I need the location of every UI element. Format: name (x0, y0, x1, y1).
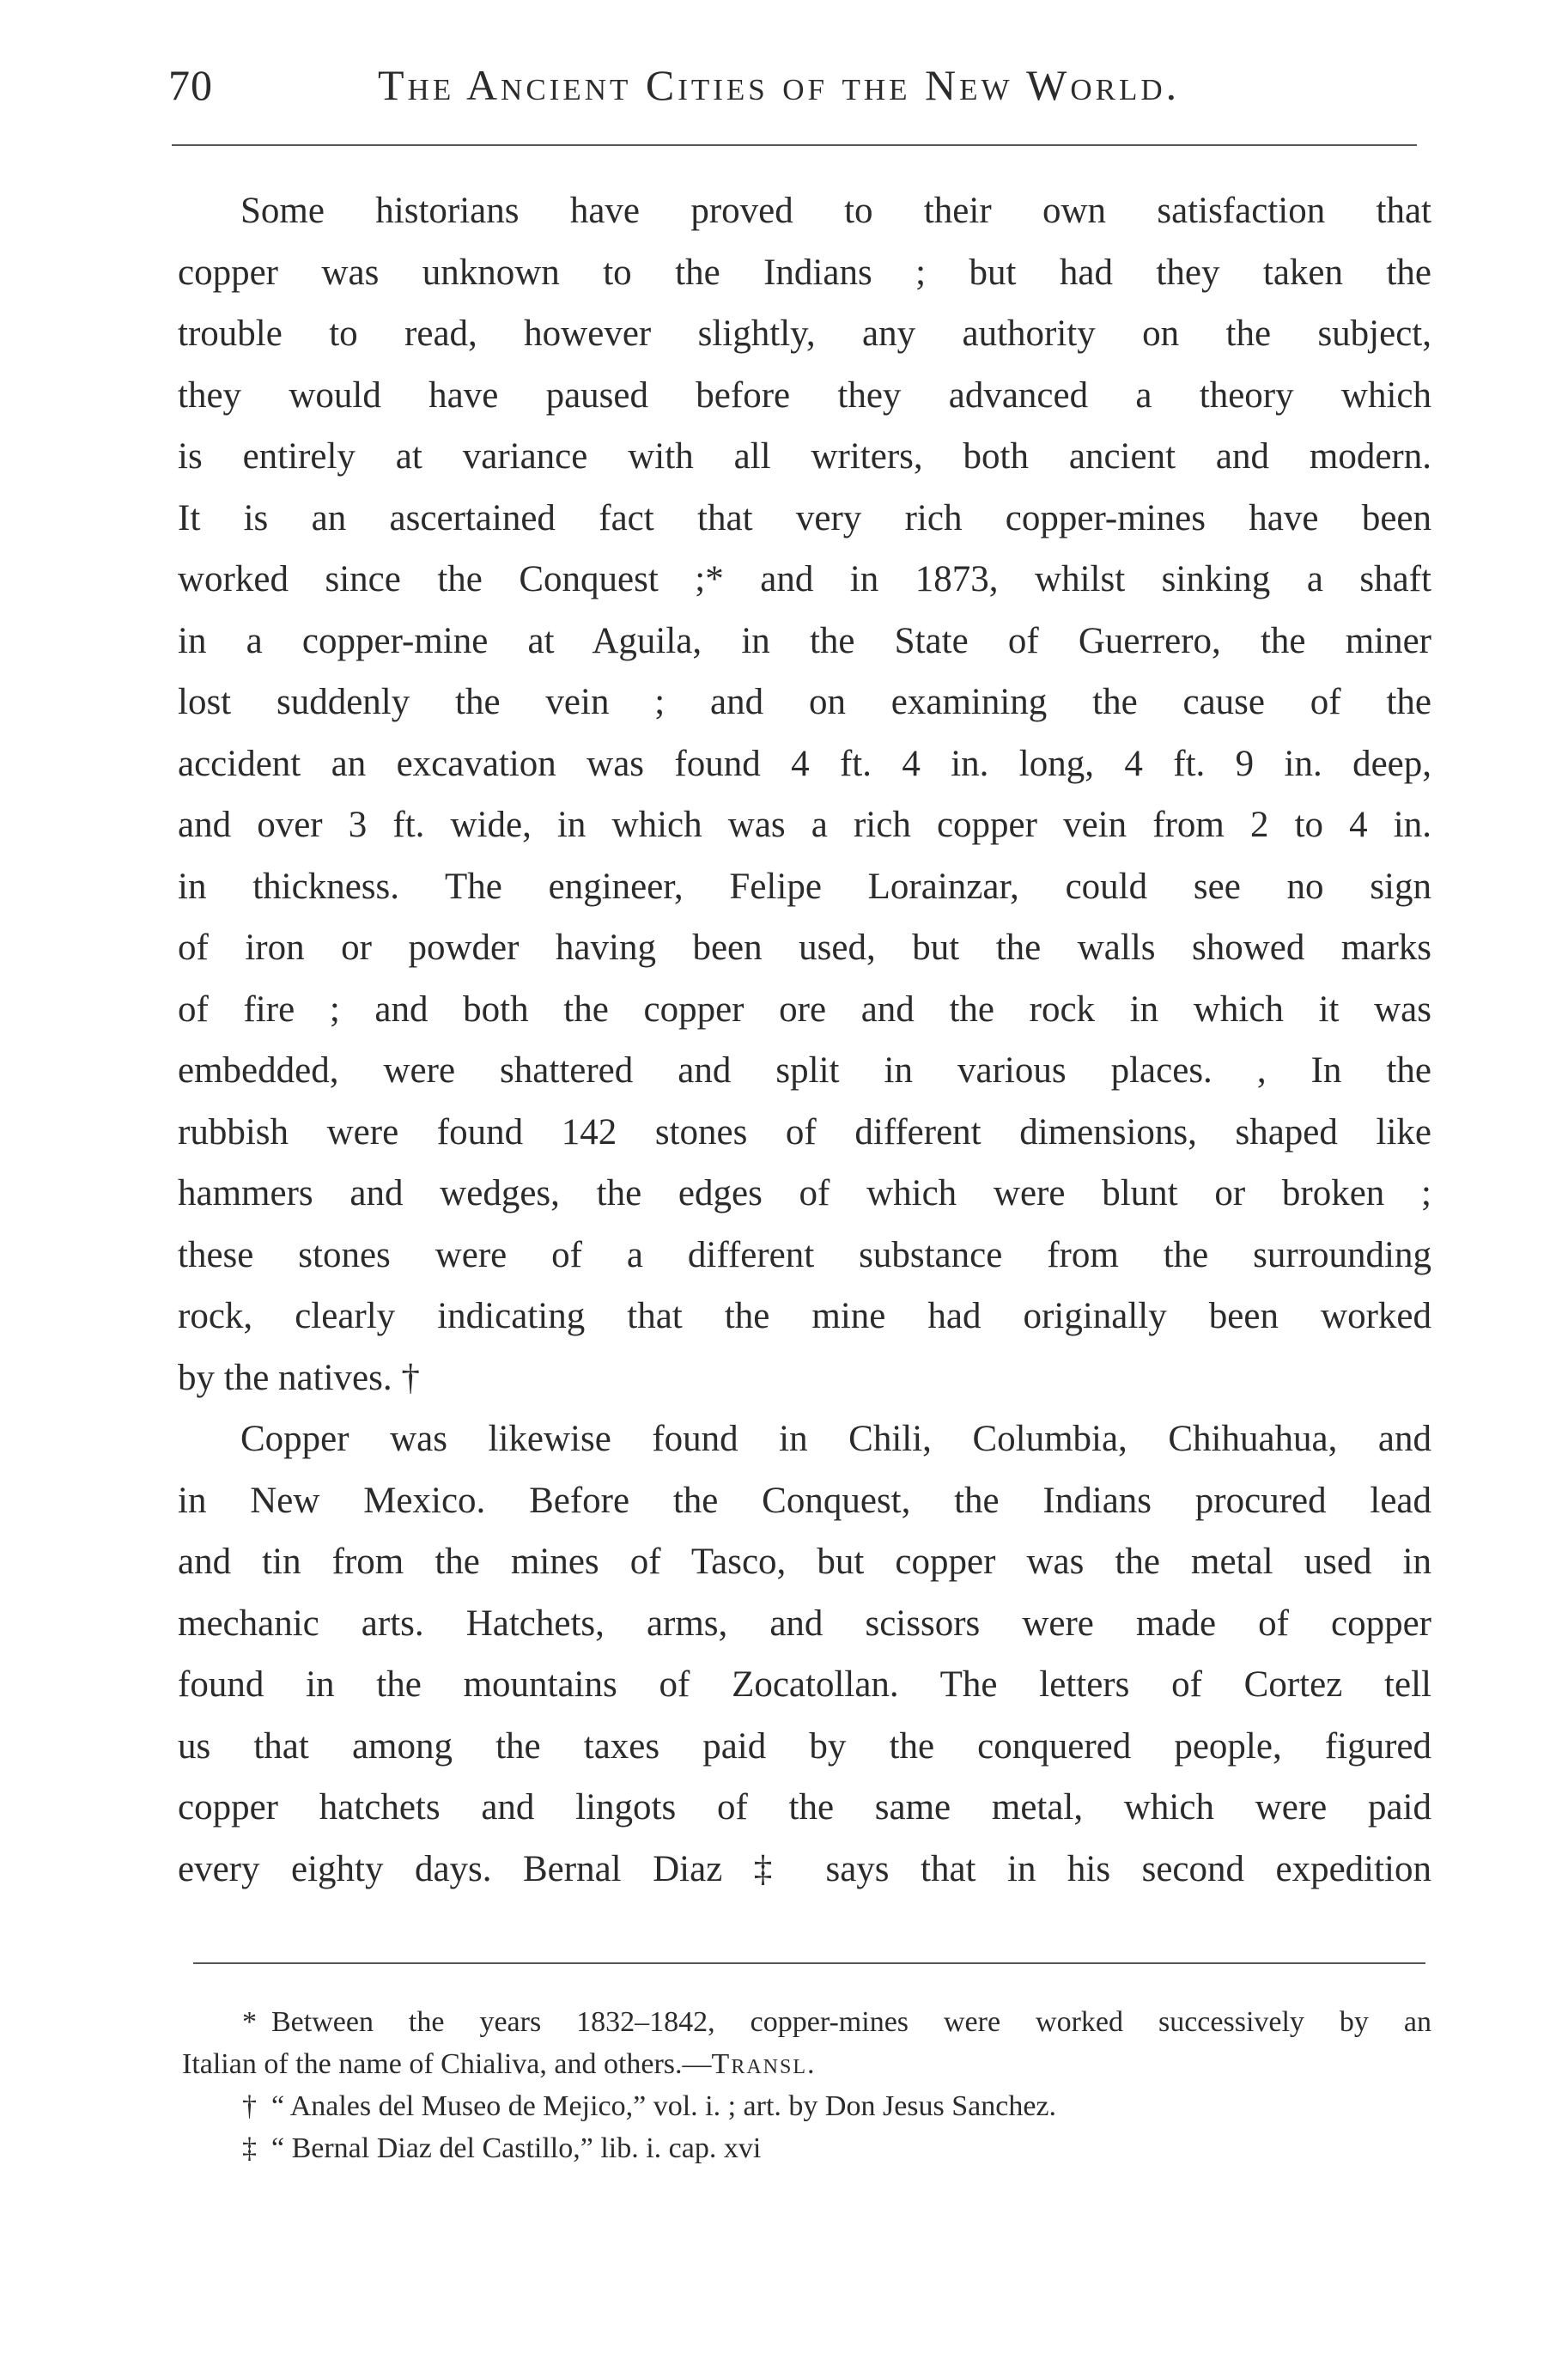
text-line: lost suddenly the vein ; and on examining the cause of the (178, 682, 1431, 722)
header-rule (172, 144, 1417, 146)
text-line: in thickness. The engineer, Felipe Lorainzar, could see no sign (178, 866, 1431, 907)
text-line: of iron or powder having been used, but the walls showed marks (178, 928, 1431, 968)
page-number: 70 (168, 61, 213, 109)
text-line: Copper was likewise found in Chili, Columbia, Chihuahua, and (240, 1419, 1431, 1459)
footnote-line (182, 2127, 1431, 2169)
footnote-mark: ‡ (242, 2132, 257, 2164)
text-line: rock, clearly indicating that the mine had originally been worked (178, 1296, 1431, 1336)
footnote-1 (182, 2001, 1431, 2085)
text-line: of fire ; and both the copper ore and the rock in which it was (178, 988, 1431, 1030)
footnote-text: Between the years 1832–1842, copper-mines were worked successively by an (271, 2006, 1431, 2038)
footnote-line (182, 2043, 1431, 2085)
footnotes (182, 2001, 1431, 2169)
footnote-line (182, 2085, 1431, 2127)
text-line: us that among the taxes paid by the conquered people, figured (178, 1725, 1431, 1767)
text-line: in a copper-mine at Aguila, in the State of Guerrero, the miner (178, 620, 1431, 661)
text-line: in New Mexico. Before the Conquest, the Indians procured lead (178, 1480, 1431, 1521)
text-line: It is an ascertained fact that very rich copper-mines have been (178, 497, 1431, 538)
footnote-rule (193, 1962, 1425, 1964)
running-title: The Ancient Cities of the New World. (378, 61, 1181, 109)
text-line: worked since the Conquest ;* and in 1873, whilst sinking a shaft (178, 559, 1431, 599)
text-line: Some historians have proved to their own satisfaction that (240, 191, 1431, 231)
text-line: and tin from the mines of Tasco, but copper was the metal used in (178, 1542, 1431, 1582)
text-line: is entirely at variance with all writers, both ancient and modern. (178, 436, 1431, 477)
text-line: by the natives. † (178, 1357, 420, 1398)
footnote-text: Italian of the name of Chialiva, and others.— (182, 2048, 712, 2080)
text-line: they would have paused before they advanced a theory which (178, 374, 1431, 416)
footnote-translator-credit: Transl. (711, 2048, 817, 2080)
footnote-line (182, 2001, 1431, 2043)
footnote-text: “ Anales del Museo de Mejico,” vol. i. ; art. by Don Jesus Sanchez. (271, 2090, 1057, 2122)
text-line: copper hatchets and lingots of the same metal, which were paid (178, 1787, 1431, 1828)
text-line: every eighty days. Bernal Diaz ‡ says that in his second expedition (178, 1848, 1431, 1889)
body-text (178, 180, 1431, 1900)
text-line: and over 3 ft. wide, in which was a rich copper vein from 2 to 4 in. (178, 805, 1431, 845)
footnote-3 (182, 2127, 1431, 2169)
text-line: hammers and wedges, the edges of which were blunt or broken ; (178, 1173, 1431, 1213)
text-line: these stones were of a different substance from the surrounding (178, 1234, 1431, 1275)
text-line: found in the mountains of Zocatollan. The letters of Cortez tell (178, 1664, 1431, 1705)
footnote-mark: * (242, 2006, 257, 2038)
text-line: trouble to read, however slightly, any authority on the subject, (178, 313, 1431, 354)
footnote-mark: † (242, 2090, 257, 2122)
text-line: accident an excavation was found 4 ft. 4 in. long, 4 ft. 9 in. deep, (178, 743, 1431, 784)
footnote-text: “ Bernal Diaz del Castillo,” lib. i. cap. xvi (271, 2132, 762, 2164)
text-line: rubbish were found 142 stones of different dimensions, shaped like (178, 1111, 1431, 1153)
footnote-2 (182, 2085, 1431, 2127)
text-line: mechanic arts. Hatchets, arms, and scissors were made of copper (178, 1603, 1431, 1644)
text-line: embedded, were shattered and split in various places. , In the (178, 1050, 1431, 1091)
text-line: copper was unknown to the Indians ; but had they taken the (178, 252, 1431, 293)
